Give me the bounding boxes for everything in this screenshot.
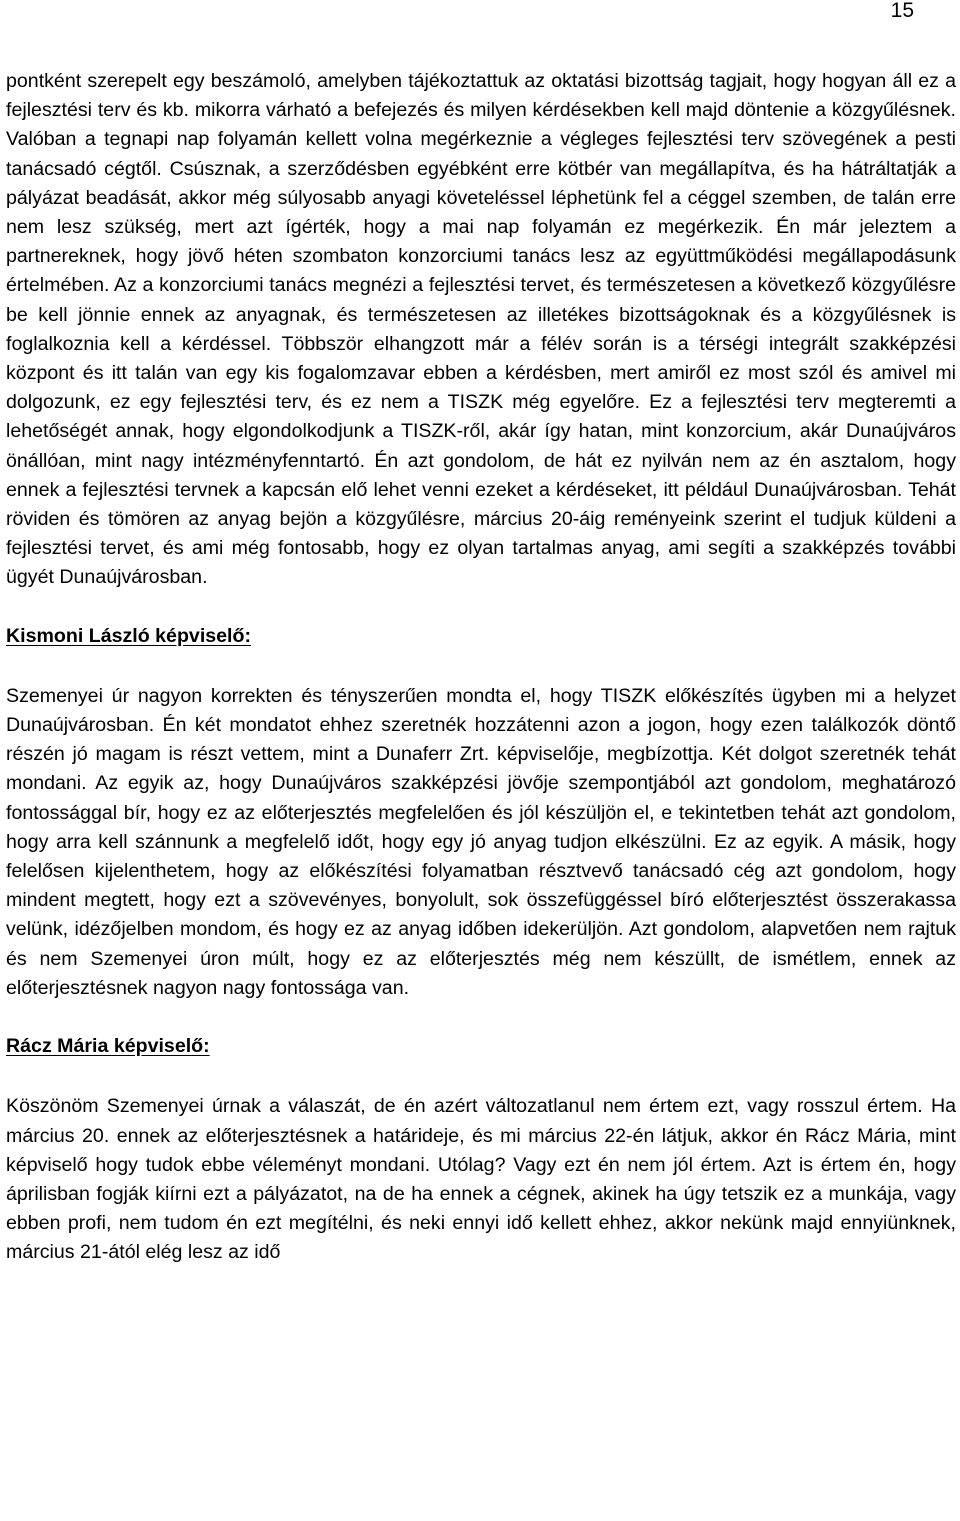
spacer [6,1061,956,1092]
speaker-heading-racz: Rácz Mária képviselő: [6,1035,210,1058]
page-number: 15 [890,0,914,22]
paragraph-kismoni: Szemenyei úr nagyon korrekten és tényszerűen mondta el, hogy TISZK előkészítés ügyben mi a helyzet Dunaújvárosban. Én két mondatot ehhez szeretnék hozzátenni azon a jogon, hogy ezen találkozók döntő részén jó magam is részt vettem, mint a Dunaferr Zrt. képviselője, megbízottja. Két dolgot szeretnék tehát mondani. Az egyik az, hogy Dunaújváros szakképzési jövője szempontjából azt gondolom, meghatározó fontossággal bír, hogy ez az előterjesztés megfelelően és jól készüljön el, e tekintetben tehát azt gondolom, hogy arra kell szánnunk a megfelelő időt, hogy egy jó anyag tudjon elkészülni. Ez az egyik. A másik, hogy felelősen kijelenthetem, hogy az előkészítési folyamatban résztvevő tanácsadó cég azt gondolom, hogy mindent megtett, hogy ezt a szövevényes, bonyolult, sok összefüggéssel bíró előterjesztést összerakassa velünk, idézőjelben mondom, és hogy ez az anyag időben idekerüljön. Azt gondolom, alapvetően nem rajtuk és nem Szemenyei úron múlt, hogy ez az előterjesztés még nem készüllt, de ismétlem, ennek az előterjesztésnek nagyon nagy fontossága van. [6,684,956,999]
spacer [6,1003,956,1032]
paragraph-racz: Köszönöm Szemenyei úrnak a válaszát, de én azért változatlanul nem értem ezt, vagy rosszul értem. Ha március 20. ennek az előterjesztésnek a határideje, és mi március 22-én látjuk, akkor én Rácz Mária, mint képviselő hogy tudok ebbe véleményt mondani. Utólag? Vagy ezt én nem jól értem. Azt is értem én, hogy áprilisban fogják kiírni ezt a pályázatot, na de ha ennek a cégnek, akinek ha úgy tetszik ez a munkája, vagy ebben profi, nem tudom én ezt megítélni, és neki ennyi idő kellett ehhez, akkor nekünk majd ennyiünknek, március 21-ától elég lesz az idő [6,1095,956,1264]
paragraph-continuation: pontként szerepelt egy beszámoló, amelyben tájékoztattuk az oktatási bizottság tagjait, hogy hogyan áll ez a fejlesztési terv és kb. mikorra várható a befejezés és milyen kérdésekben kell majd döntenie a közgyűlésnek. Valóban a tegnapi nap folyamán kellett volna megérkeznie a végleges fejlesztési terv szövegének a pesti tanácsadó cégtől. Csúsznak, a szerződésben egyébként erre kötbér van megállapítva, és ha hátráltatják a pályázat beadását, akkor még súlyosabb anyagi követeléssel léphetünk fel a céggel szemben, de talán erre nem lesz szükség, mert azt ígérték, hogy a mai nap folyamán ez megérkezik. Én már jeleztem a partnereknek, hogy jövő héten szombaton konzorciumi tanács lesz az együttműködési megállapodásunk értelmében. Az a konzorciumi tanács megnézi a fejlesztési tervet, és természetesen a következő közgyűlésre be kell jönnie ennek az anyagnak, és természetesen az illetékes bizottságoknak és a közgyűlésnek is foglalkoznia kell a kérdéssel. Többször elhangzott már a félév során is a térségi integrált szakképzési központ és itt talán van egy kis fogalomzavar ebben a kérdésben, mert amiről ez most szól és amivel mi dolgozunk, ez egy fejlesztési terv, és ez nem a TISZK még egyelőre. Ez a fejlesztési terv megteremti a lehetőségét annak, hogy elgondolkodjunk a TISZK-ről, akár így hatan, mint konzorcium, akár Dunaújváros önállóan, mint nagy intézményfenntartó. Én azt gondolom, de hát ez nyilván nem az én asztalom, hogy ennek a fejlesztési tervnek a kapcsán elő lehet venni ezeket a kérdéseket, itt például Dunaújvárosban. Tehát röviden és tömören az anyag bejön a közgyűlésre, március 20-áig reményeink szerint el tudjuk küldeni a fejlesztési tervet, és ami még fontosabb, hogy ez olyan tartalmas anyag, ami segíti a szakképzés további ügyét Dunaújvárosban. [6,70,956,589]
document-body [6,67,956,1268]
spacer [6,593,956,622]
spacer [6,651,956,682]
speaker-heading-kismoni: Kismoni László képviselő: [6,624,251,647]
